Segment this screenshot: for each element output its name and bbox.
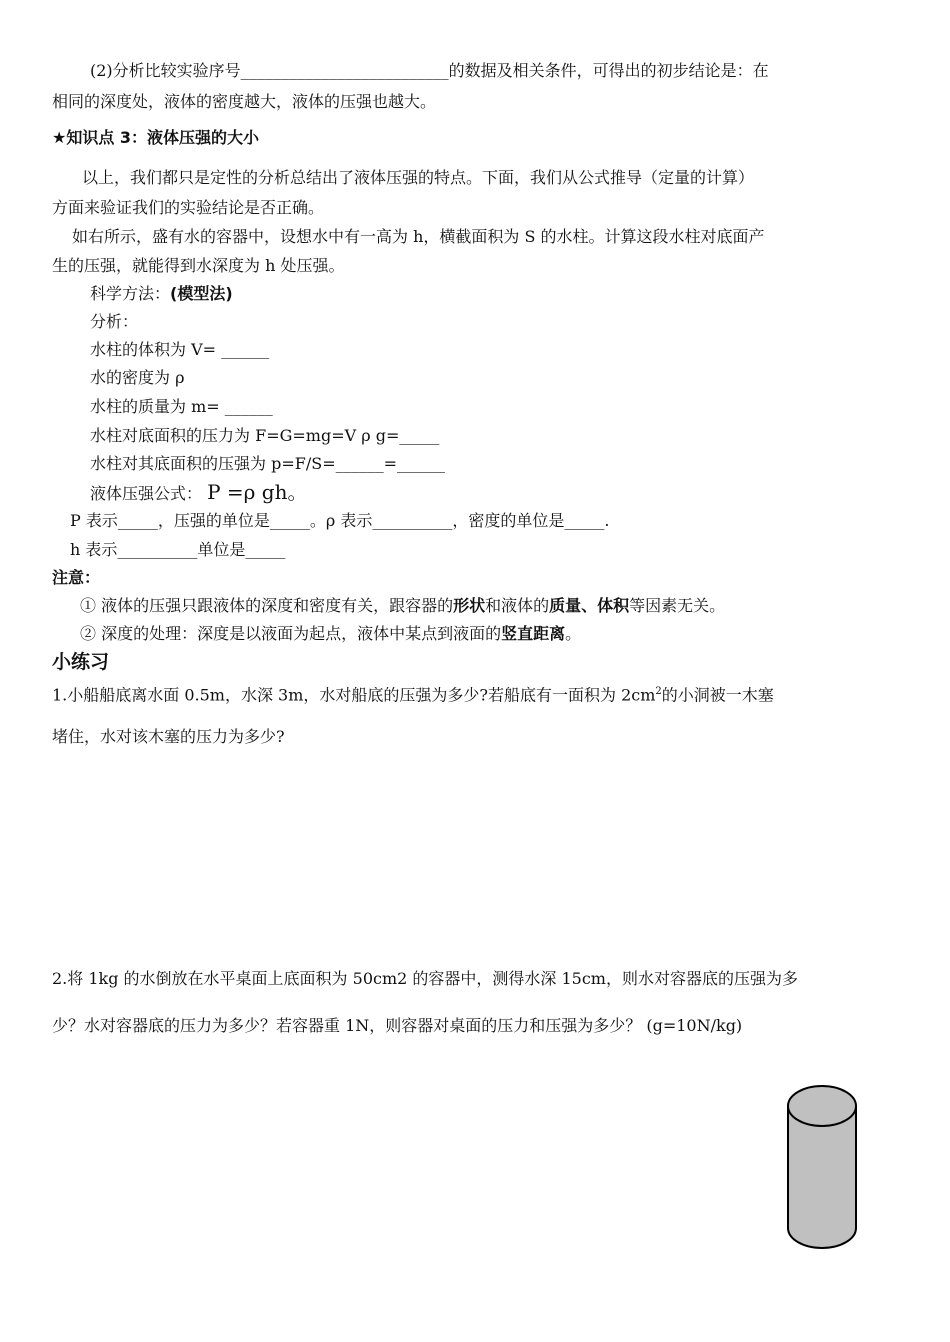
note-item1-text: ① 液体的压强只跟液体的深度和密度有关，跟容器的 bbox=[80, 596, 454, 615]
pressure-line: 水柱对其底面积的压强为 p=F/S=______=______ bbox=[90, 454, 446, 473]
density-line: 水的密度为 ρ bbox=[90, 368, 185, 387]
fill-line1: P 表示_____，压强的单位是_____。ρ 表示__________，密度的单位是_____. bbox=[70, 511, 610, 530]
q2-line1: (2)分析比较实验序号__________________________的数据及相关条件，可得出的初步结论是：在 bbox=[90, 61, 769, 80]
method-line bbox=[90, 283, 233, 305]
formula-line bbox=[90, 481, 307, 505]
force-line: 水柱对底面积的压力为 F=G=mg=V ρ g=_____ bbox=[90, 426, 440, 445]
practice-title: 小练习 bbox=[52, 651, 110, 673]
note-mass: 质量 bbox=[549, 596, 582, 615]
note-item1-text2: 和液体的 bbox=[485, 596, 550, 615]
note-item1-text3: 等因素无关。 bbox=[629, 596, 726, 615]
practice-q2-line1: 2.将 1kg 的水倒放在水平桌面上底面积为 50cm2 的容器中，测得水深 15cm，则水对容器底的压强为多 bbox=[52, 969, 798, 988]
mass-line: 水柱的质量为 m= ______ bbox=[90, 397, 273, 416]
fill-line2: h 表示__________单位是_____ bbox=[70, 540, 286, 559]
note-item2-end: 。 bbox=[565, 624, 582, 643]
note-item1 bbox=[80, 595, 725, 617]
note-item2-text: ② 深度的处理：深度是以液面为起点，液体中某点到液面的 bbox=[80, 624, 502, 643]
analysis-label: 分析： bbox=[90, 312, 139, 331]
q2-line2: 相同的深度处，液体的密度越大，液体的压强也越大。 bbox=[52, 92, 437, 111]
note-item2 bbox=[80, 623, 581, 645]
paragraph2-line1: 如右所示，盛有水的容器中，设想水中有一高为 h，横截面积为 S 的水柱。计算这段水柱对底面产 bbox=[72, 227, 765, 246]
paragraph1-line1: 以上，我们都只是定性的分析总结出了液体压强的特点。下面，我们从公式推导（定量的计算） bbox=[82, 168, 755, 187]
q1-text2: 的小洞被一木塞 bbox=[661, 685, 774, 705]
paragraph2-line2: 生的压强，就能得到水深度为 h 处压强。 bbox=[52, 256, 345, 275]
practice-q1-line2: 堵住，水对该木塞的压力为多少? bbox=[52, 727, 285, 746]
note-volume: 体积 bbox=[597, 596, 630, 615]
cylinder-container-icon bbox=[786, 1084, 858, 1250]
note-vertical-distance: 竖直距离 bbox=[501, 624, 566, 643]
note-title: 注意： bbox=[52, 568, 101, 587]
method-value: (模型法) bbox=[170, 284, 233, 303]
note-shape: 形状 bbox=[453, 596, 486, 615]
practice-q1-line1 bbox=[52, 681, 774, 706]
note-separator: 、 bbox=[581, 596, 598, 615]
method-label: 科学方法： bbox=[90, 284, 171, 303]
formula: P =ρ gh。 bbox=[207, 480, 308, 504]
q1-superscript: 2 bbox=[655, 686, 662, 697]
practice-q2-line2: 少？水对容器底的压力为多少？若容器重 1N，则容器对桌面的压力和压强为多少？ (g=10N/kg) bbox=[52, 1016, 743, 1035]
q1-text: 1.小船船底离水面 0.5m，水深 3m，水对船底的压强为多少?若船底有一面积为 2cm bbox=[52, 685, 656, 705]
paragraph1-line2: 方面来验证我们的实验结论是否正确。 bbox=[52, 198, 325, 217]
formula-label: 液体压强公式： bbox=[90, 484, 203, 503]
knowledge-point-3-title: ★知识点 3：液体压强的大小 bbox=[52, 128, 260, 147]
volume-line: 水柱的体积为 V= ______ bbox=[90, 340, 270, 359]
